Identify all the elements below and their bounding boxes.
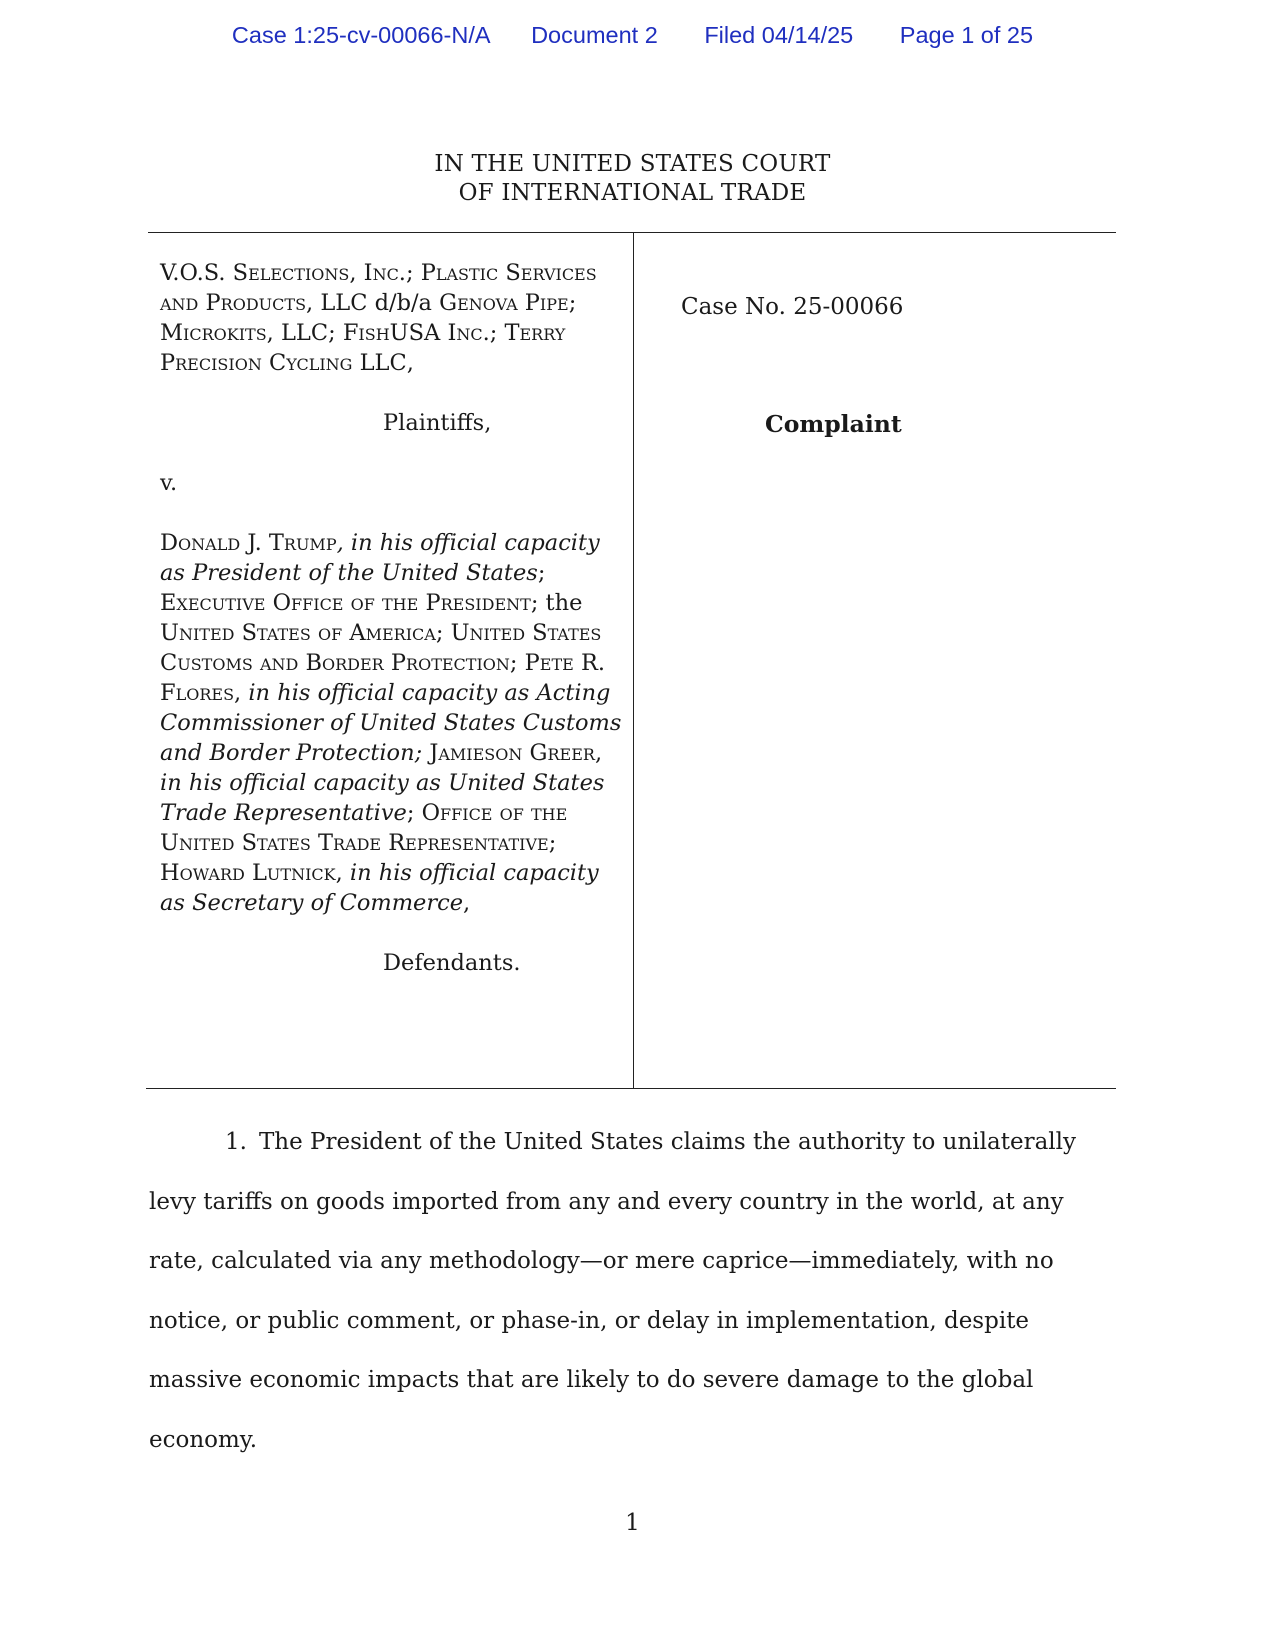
caption-case-info [681, 292, 1101, 438]
separator: ; [509, 650, 525, 676]
separator: ; [435, 620, 451, 646]
caption-top-rule [148, 232, 1116, 233]
caption-bottom-rule [146, 1088, 1116, 1089]
defendant-flores: Pete R. Flores [160, 650, 606, 706]
separator: ; [405, 260, 421, 286]
defendant-trump: Donald J. Trump [160, 530, 337, 556]
versus-label: v. [160, 470, 178, 496]
ecf-document-number: Document 2 [531, 22, 658, 48]
plaintiffs-list [160, 258, 630, 378]
separator: ; [548, 830, 557, 856]
paragraph-number: 1. [225, 1129, 247, 1155]
plaintiff-plastic-services: Plastic Services and Products, LLC [160, 260, 597, 316]
separator: ; [489, 320, 505, 346]
defendant-executive-office: Executive Office of the President [160, 590, 531, 616]
defendant-lutnick: Howard Lutnick [160, 860, 336, 886]
court-title-line-1: IN THE UNITED STATES COURT [434, 151, 831, 177]
court-title [0, 150, 1265, 208]
case-number: Case No. 25-00066 [681, 294, 904, 320]
plaintiff-fishusa-usa: USA [389, 320, 441, 346]
document-type: Complaint [765, 410, 902, 438]
defendants-list [160, 528, 630, 918]
ecf-filing-header [0, 22, 1265, 49]
defendant-flores-capacity: in his official capacity as Acting Commissioner of United States Customs and Border Protection; [160, 680, 622, 766]
defendant-greer-capacity: in his official capacity as United States Trade Representative [160, 770, 605, 826]
page-number: 1 [625, 1510, 640, 1536]
separator: , [335, 860, 350, 886]
separator: ; [406, 800, 422, 826]
defendant-greer: Jamieson Greer [429, 740, 595, 766]
paragraph-1 [149, 1113, 1124, 1470]
defendant-united-states: United States of America [160, 620, 436, 646]
defendant-trump-capacity: , in his official capacity as President of the United States [160, 530, 600, 586]
plaintiff-fishusa-inc: Inc. [440, 320, 490, 346]
defendant-cbp: United States Customs and Border Protection [160, 620, 602, 676]
ecf-filed-date: Filed 04/14/25 [704, 22, 854, 48]
plaintiffs-label: Plaintiffs, [383, 410, 492, 436]
ecf-page-count: Page 1 of 25 [899, 22, 1034, 48]
plaintiff-genova-pipe: Genova Pipe [439, 290, 569, 316]
separator: , [234, 680, 249, 706]
ecf-case-number: Case 1:25-cv-00066-N/A [231, 22, 491, 48]
complaint-body [149, 1113, 1124, 1470]
dba-text: d/b/a [367, 290, 440, 316]
separator: ; the [530, 590, 583, 616]
separator: ; [568, 290, 577, 316]
separator: , [463, 890, 471, 916]
plaintiff-fishusa-fish: Fish [342, 320, 390, 346]
separator: ; [328, 320, 343, 346]
plaintiff-terry-precision: Terry Precision Cycling LLC [160, 320, 566, 376]
defendants-label: Defendants. [383, 950, 521, 976]
paragraph-text: The President of the United States claims the authority to unilaterally levy tariffs on goods imported from any and every country in the world, at any rate, calculated via any methodology—or mere caprice—immediately, with no notice, or public comment, or phase-in, or delay in implementation, despite massive economic impacts that are likely to do severe damage to the global economy. [149, 1129, 1076, 1453]
plaintiff-microkits: Microkits, LLC [160, 320, 329, 346]
defendant-lutnick-capacity: in his official capacity as Secretary of Commerce [160, 860, 599, 916]
plaintiff-vos-selections: V.O.S. Selections, Inc. [160, 260, 406, 286]
separator: ; [537, 560, 546, 586]
caption-parties [160, 258, 630, 978]
separator: , [406, 350, 414, 376]
court-title-line-2: OF INTERNATIONAL TRADE [458, 180, 807, 206]
separator: , [594, 740, 603, 766]
defendant-ustr: Office of the United States Trade Representative [160, 800, 568, 856]
caption-divider [633, 232, 634, 1088]
